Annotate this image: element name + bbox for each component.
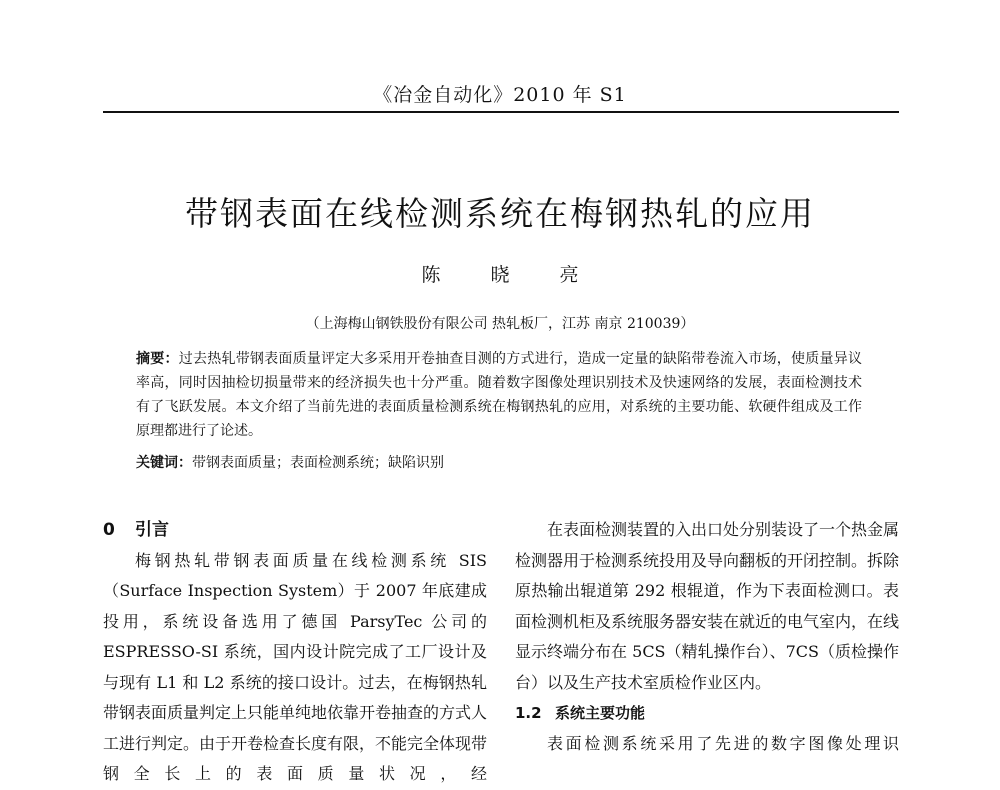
section-number: 0 [103,520,115,540]
subsection-number: 1.2 [515,704,542,722]
right-column [515,515,899,759]
journal-header: 《冶金自动化》2010 年 S1 [373,84,627,106]
body-paragraph-2: 表面检测系统采用了先进的数字图像处理识 [547,733,899,753]
keywords [136,452,862,474]
intro-paragraph: 梅钢热轧带钢表面质量在线检测系统 SIS（Surface Inspection System）于 2007 年底建成投用，系统设备选用了德国 ParsyTec 公司的 ESPRESSO-SI 系统，国内设计院完成了工厂设计及与现有 L1 和 L2 系统的接口设计。过去，在梅钢热轧带钢表面质量判定上只能单纯地依靠开卷抽查的方式人工进行判定。由于开卷检查长度有限，不能完全体现带钢全长上的表面质量状况，经 [103,550,488,783]
keywords-label: 关键词： [136,455,192,471]
header-rule [103,111,899,113]
section-heading-introduction [103,515,487,546]
author-name: 陈 晓 亮 [421,264,601,286]
abstract [136,347,862,443]
subsection-heading [515,698,899,729]
abstract-text: 过去热轧带钢表面质量评定大多采用开卷抽查目测的方式进行，造成一定量的缺陷带卷流入市场，使质量异议率高，同时因抽检切损量带来的经济损失也十分严重。随着数字图像处理识别技术及快速网络的发展，表面检测技术有了飞跃发展。本文介绍了当前先进的表面质量检测系统在梅钢热轧的应用，对系统的主要功能、软硬件组成及工作原理都进行了论述。 [136,351,863,439]
abstract-label: 摘要： [136,351,179,367]
article-title: 带钢表面在线检测系统在梅钢热轧的应用 [185,194,815,233]
section-title: 引言 [135,520,169,540]
left-column [103,515,487,790]
body-paragraph: 在表面检测装置的入出口处分别装设了一个热金属检测器用于检测系统投用及导向翻板的开闭控制。拆除原热输出辊道第 292 根辊道，作为下表面检测口。表面检测机柜及系统服务器安装在就近的电气室内，在线显示终端分布在 5CS（精轧操作台）、7CS（质检操作台）以及生产技术室质检作业区内。 [515,520,900,692]
subsection-title: 系统主要功能 [555,704,646,722]
keywords-text: 带钢表面质量；表面检测系统；缺陷识别 [192,455,444,471]
author-affiliation: （上海梅山钢铁股份有限公司 热轧板厂，江苏 南京 210039） [305,316,695,332]
